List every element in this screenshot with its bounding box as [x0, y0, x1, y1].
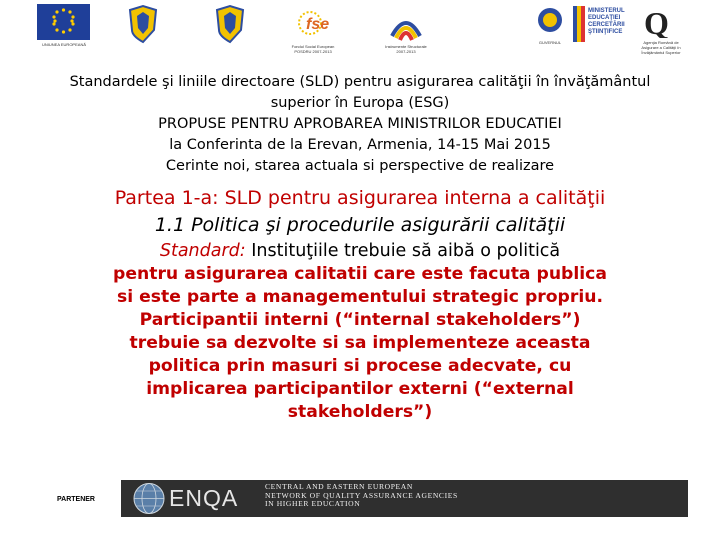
fse-logo — [296, 8, 332, 43]
aracis-logo — [642, 4, 672, 43]
banner-line-2: NETWORK OF QUALITY ASSURANCE AGENCIES — [265, 490, 458, 500]
ministry-caption-2: EDUCAŢIEI — [588, 15, 621, 21]
logo-row — [0, 4, 720, 64]
body-line-6: implicarea participantilor externi (“external — [146, 379, 574, 399]
fse-icon — [296, 8, 332, 38]
aracis-letter: Q — [644, 5, 669, 38]
footer — [0, 480, 720, 520]
standard-line — [30, 239, 690, 263]
enqa-logo-text: ENQA — [169, 485, 239, 511]
enqa-banner — [121, 480, 688, 517]
ministry-caption-3: CERCETĂRII — [588, 22, 625, 28]
guv-caption: GUVERNUL — [538, 40, 562, 45]
section-title: 1.1 Politica şi procedurile asigurării calităţii — [154, 214, 566, 236]
aracis-caption-1: Agenţia Română de — [643, 40, 679, 45]
coat-of-arms-icon — [126, 4, 160, 44]
government-seal-icon — [536, 6, 564, 38]
banner-line-1: CENTRAL AND EASTERN EUROPEAN — [265, 482, 413, 491]
part-title: Partea 1-a: SLD pentru asigurarea interna a calităţii — [114, 187, 606, 209]
body-line-1: pentru asigurarea calitatii care este facuta publica — [113, 264, 607, 284]
structural-instruments-logo — [386, 8, 426, 47]
body-line-4: trebuie sa dezvolte si sa implementeze aceasta — [129, 333, 591, 353]
fse-caption-2: POSDRU 2007-2013 — [294, 49, 332, 54]
coat-of-arms-logo-2 — [213, 4, 247, 49]
header-line-2: superior în Europa (ESG) — [270, 95, 450, 111]
body-line-5: politica prin masuri si procese adecvate, cu — [148, 356, 572, 376]
coat-of-arms-icon — [213, 4, 247, 44]
standard-text: Instituţiile trebuie să aibă o politică — [245, 241, 561, 261]
coat-of-arms-logo — [126, 4, 160, 49]
header-line-4: la Conferinta de la Erevan, Armenia, 14-15 Mai 2015 — [169, 137, 551, 153]
is-caption-2: 2007-2013 — [396, 49, 416, 54]
ministry-logo — [573, 6, 585, 47]
header-line-1: Standardele şi liniile directoare (SLD) pentru asigurarea calităţii în învăţământul — [69, 74, 651, 90]
body-line-7: stakeholders”) — [287, 402, 433, 422]
structural-instruments-icon — [386, 8, 426, 42]
eu-flag-logo — [37, 4, 90, 45]
aracis-caption-3: Învăţământul Superior — [641, 50, 681, 55]
globe-icon — [127, 480, 171, 517]
ministry-flag-icon — [573, 6, 585, 42]
svg-text:fse: fse — [306, 16, 330, 33]
banner-text — [265, 483, 458, 509]
partner-label: PARTENER — [57, 496, 95, 503]
ministry-caption-4: ŞTIINŢIFICE — [588, 29, 623, 35]
aracis-caption-2: Asigurare a Calităţii în — [641, 45, 681, 50]
banner-line-3: IN HIGHER EDUCATION — [265, 499, 361, 509]
eu-caption: UNIUNEA EUROPEANĂ — [41, 42, 86, 47]
government-seal-logo — [536, 6, 564, 43]
eu-flag-icon — [37, 4, 90, 40]
body-line-2: si este parte a managementului strategic propriu. — [116, 287, 603, 307]
aracis-q-icon — [642, 4, 672, 38]
body-line-3: Participantii interni (“internal stakeholders”) — [139, 310, 581, 330]
main-content — [30, 185, 690, 424]
standard-label: Standard: — [159, 241, 246, 261]
header-line-5: Cerinte noi, starea actuala si perspective de realizare — [165, 158, 555, 174]
header-line-3: PROPUSE PENTRU APROBAREA MINISTRILOR EDUCATIEI — [158, 116, 562, 132]
document-header — [40, 72, 680, 177]
is-caption-1: Instrumente Structurale — [385, 44, 427, 49]
ministry-caption-1: MINISTERUL — [588, 8, 625, 14]
fse-caption-1: Fondul Social European — [291, 44, 335, 49]
